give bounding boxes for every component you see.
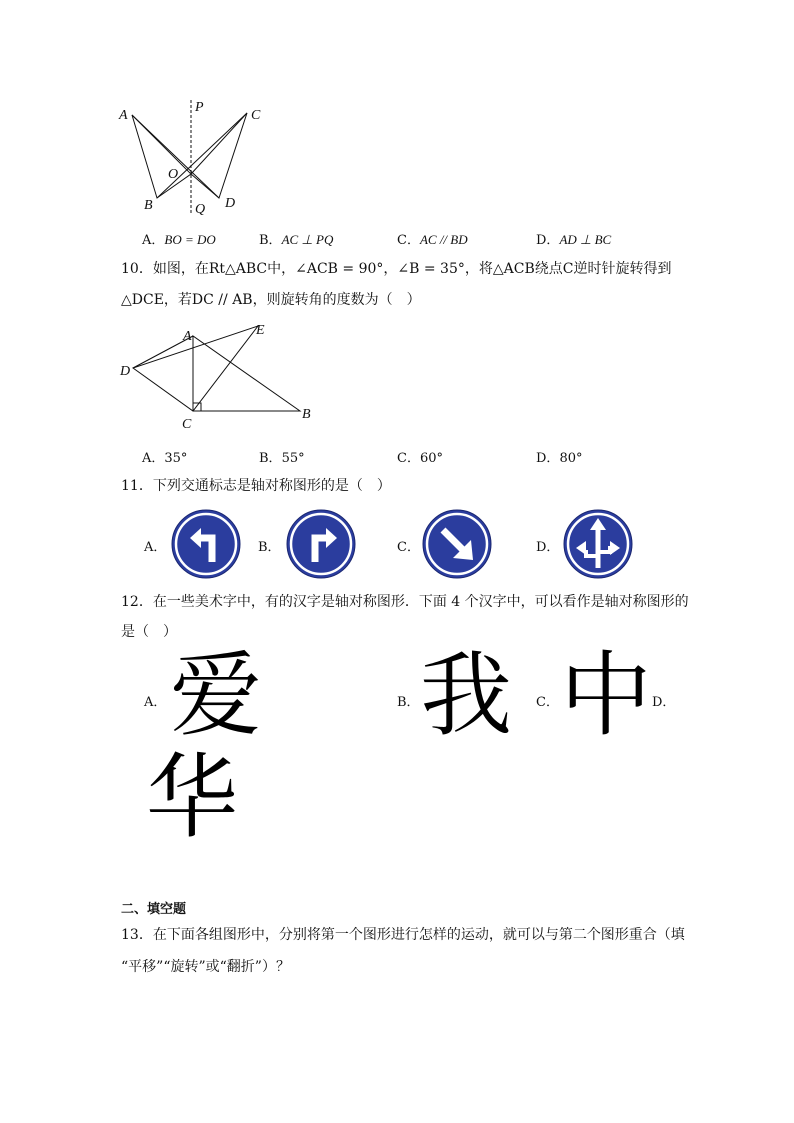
section-title: 二、填空题: [121, 902, 187, 917]
triangle-acb: [193, 336, 300, 411]
turn-right-arrow-icon[interactable]: [285, 508, 357, 580]
q10-stem-line2: △DCE，若DC // AB，则旋转角的度数为（ ）: [121, 292, 421, 308]
q11-option-d-letter[interactable]: D．: [536, 540, 560, 555]
label-c: C: [251, 108, 261, 123]
label-b: B: [144, 198, 153, 213]
q9-option-d[interactable]: D．AD ⊥ BC: [536, 232, 612, 248]
q11-option-c-letter[interactable]: C．: [397, 540, 420, 555]
q9-option-c[interactable]: C．AC // BD: [397, 232, 468, 248]
q12-char-zhong[interactable]: 中: [560, 642, 653, 749]
q11-option-b-letter[interactable]: B．: [258, 540, 281, 555]
triangle-aob: [132, 115, 191, 198]
turn-left-arrow-icon[interactable]: [170, 508, 242, 580]
diagonal-arrow-icon[interactable]: [421, 508, 493, 580]
q9-option-a[interactable]: A．BO = DO: [142, 232, 216, 248]
q13-stem-line1: 13．在下面各组图形中，分别将第一个图形进行怎样的运动，就可以与第二个图形重合（填: [121, 927, 685, 943]
q11-option-a-letter[interactable]: A．: [144, 540, 167, 555]
q10-option-a[interactable]: A．35°: [142, 451, 188, 466]
q11-stem: 11．下列交通标志是轴对称图形的是（ ）: [121, 478, 391, 494]
q9-option-b[interactable]: B．AC ⊥ PQ: [259, 232, 334, 248]
label-p: P: [195, 100, 204, 115]
q12-option-d-letter[interactable]: D．: [652, 695, 676, 710]
q12-char-ai[interactable]: 爱: [170, 642, 263, 749]
q13-stem-line2: “平移”“旋转”或“翻折”）？: [121, 959, 290, 975]
q10-option-d[interactable]: D．80°: [536, 451, 583, 466]
label-e: E: [256, 323, 265, 338]
q12-char-hua[interactable]: 华: [146, 744, 239, 851]
label-b: B: [302, 407, 311, 422]
q10-stem-line1: 10．如图，在Rt△ABC中，∠ACB = 90°，∠B = 35°，将△ACB绕点C逆时针旋转得到: [121, 261, 672, 277]
q10-option-c[interactable]: C．60°: [397, 451, 443, 466]
straight-left-right-arrow-icon[interactable]: [562, 508, 634, 580]
label-q: Q: [195, 202, 206, 217]
q12-option-a-letter[interactable]: A．: [144, 695, 167, 710]
label-c: C: [182, 417, 192, 432]
label-o: O: [168, 167, 179, 182]
label-d: D: [120, 364, 131, 379]
q12-option-b-letter[interactable]: B．: [397, 695, 420, 710]
figure-q9: [115, 95, 275, 220]
q12-option-c-letter[interactable]: C．: [536, 695, 559, 710]
q12-stem-line2: 是（ ）: [121, 624, 177, 640]
label-a: A: [119, 108, 128, 123]
label-d: D: [225, 196, 236, 211]
q10-option-b[interactable]: B．55°: [259, 451, 305, 466]
label-a: A: [183, 329, 192, 344]
q12-char-wo[interactable]: 我: [420, 642, 513, 749]
figure-q10: [115, 318, 320, 433]
q12-stem-line1: 12．在一些美术字中，有的汉字是轴对称图形．下面 4 个汉字中，可以看作是轴对称图形的: [121, 594, 689, 610]
triangle-cod: [191, 113, 247, 198]
